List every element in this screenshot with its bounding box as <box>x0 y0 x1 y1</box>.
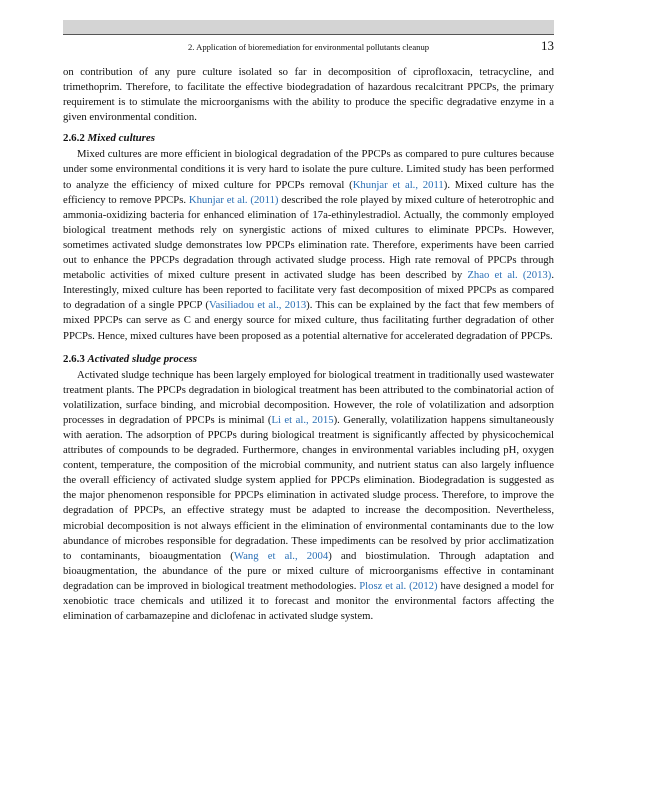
citation-link[interactable]: Plosz et al. (2012) <box>359 579 438 592</box>
text-run: ) and biostimulation. Through adaptation and bioaugmentation, the abundance of the pure or mixed culture of microorganisms effective in contaminant degradation can be improved in biological treatment methodologies. <box>63 549 554 592</box>
citation-link[interactable]: Wang et al., 2004 <box>233 549 329 562</box>
text-run: have designed a model for xenobiotic trace chemicals and utilized it to forecast and monitor the environmental factors affecting the elimination of carbamazepine and diclofenac in activated sludge system. <box>63 579 554 623</box>
section-title: Mixed cultures <box>87 132 155 145</box>
activated-sludge-paragraph <box>63 368 554 625</box>
text-run: . Interestingly, mixed culture has been reported to facilitate very fast decomposition of mixed PPCPs as compared to degradation of a single PPCP ( <box>63 269 554 312</box>
text-run: Activated sludge technique has been largely employed for biological treatment in traditionally used wastewater treatment plants. The PPCPs degradation in biological treatment has been attributed to the combinatorial action of volatilization, surface binding, and microbial decomposition. However, the role of volatilization and adsorption processes in degradation of PPCPs is minimal ( <box>63 368 554 426</box>
citation-link[interactable]: Li et al., 2015 <box>271 413 334 426</box>
section-title: Activated sludge process <box>87 352 198 365</box>
section-heading-mixed-cultures <box>63 131 554 146</box>
section-number: 2.6.2 <box>63 132 85 145</box>
running-header <box>63 34 554 55</box>
citation-link[interactable]: Zhao et al. (2013) <box>467 269 552 282</box>
text-run: ). Generally, volatilization happens simultaneously with aeration. The adsorption of PPCPs during biological treatment is significantly affected by physicochemical attributes of compounds to be degraded. Furthermore, changes in environmental variables including pH, oxygen content, temperature, the composition of the microbial community, and nutrient status can also largely influence the overall efficiency of activated sludge system applied for PPCPs elimination. Biodegradation is suggested as the major phenomenon responsible for PPCPs elimination in activated sludge process. Therefore, to improve the degradation of PPCPs, an effective strategy must be adapted to increase the decomposition. Nevertheless, microbial decomposition is not always efficient in the elimination of environmental contaminants due to the low abundance of microbes responsible for degradation. These impediments can be resolved by prior acclimatization to contaminants, bioaugmentation ( <box>63 413 554 562</box>
citation-link[interactable]: Khunjar et al., 2011 <box>352 178 444 191</box>
mixed-cultures-paragraph <box>63 147 554 343</box>
section-number: 2.6.3 <box>63 352 85 365</box>
page-body <box>63 65 554 624</box>
intro-paragraph: on contribution of any pure culture isolated so far in decomposition of ciprofloxacin, tetracycline, and trimethoprim. Therefore, to facilitate the effective biodegradation of hazardous recalcitrant PPCPs, the primary requirement is to stimulate the microorganisms with the ability to produce the specific degradative enzyme in a given environmental condition. <box>63 66 554 124</box>
running-title: 2. Application of bioremediation for environmental pollutants cleanup <box>188 42 430 52</box>
text-run: described the role played by mixed culture of heterotrophic and ammonia-oxidizing bacteria for enhanced elimination of 17a-ethinylestradiol. Actually, the commonly employed biological treatment methods rely on synergistic actions of mixed cultures to eliminate PPCPs. However, sometimes activated sludge demonstrates low PPCPs elimination rate. Therefore, experiments have been carried out to enhance the PPCPs degradation through activated sludge process. High rate removal of PPCPs through metabolic activities of mixed culture present in activated sludge has been described by <box>63 193 554 282</box>
page-number: 13 <box>541 38 554 53</box>
text-run: Mixed cultures are more efficient in biological degradation of the PPCPs as compared to pure cultures because under some environmental conditions it is very hard to isolate the pure culture. Limited study has been performed to analyze the efficiency of mixed culture for PPCPs removal ( <box>63 148 554 191</box>
text-run: ). This can be explained by the fact that few members of mixed PPCPs can serve as C and energy source for mixed culture, thus facilitating further degradation of other PPCPs. Hence, mixed cultures have been proposed as a potential alternative for accelerated degradation of PPCPs. <box>63 299 555 342</box>
section-heading-activated-sludge <box>63 352 554 367</box>
top-gray-bar <box>63 20 554 34</box>
text-run: ). Mixed culture has the efficiency to remove PPCPs. <box>63 178 554 206</box>
citation-link[interactable]: Khunjar et al. (2011) <box>188 193 279 206</box>
citation-link[interactable]: Vasiliadou et al., 2013 <box>208 299 307 312</box>
